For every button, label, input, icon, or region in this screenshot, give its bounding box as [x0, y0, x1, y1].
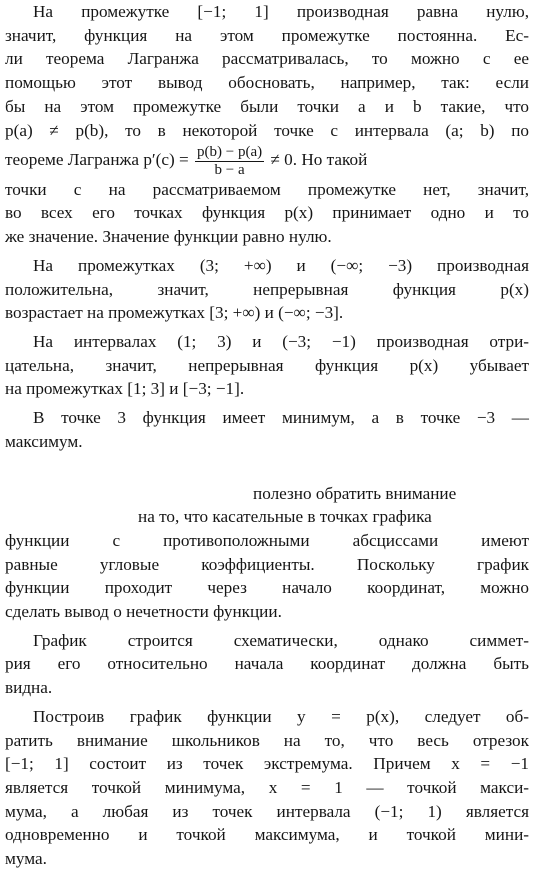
formula-prefix: теореме Лагранжа p′(c) = [5, 150, 194, 170]
text-line: возрастает на промежутках [3; +∞) и (−∞; −3]. [5, 303, 344, 323]
text-line: функции с противоположными абсциссами имеют [5, 530, 529, 550]
lagrange-fraction [195, 144, 264, 179]
text-line: положительна, значит, непрерывная функция p(x) [5, 279, 529, 299]
text-line: График строится схематически, однако симмет- [33, 630, 529, 650]
text-line: помощью этот вывод обосновать, например, так: если [5, 73, 529, 93]
text-line: В точке 3 функция имеет минимум, а в точке −3 — [33, 408, 529, 428]
text-line: на то, что касательные в точках графика [138, 507, 432, 527]
text-line: равные угловые коэффициенты. Поскольку график [5, 554, 529, 574]
page-text [5, 0, 529, 871]
text-line: видна. [5, 678, 53, 698]
text-line: мума, а любая из точек интервала (−1; 1) является [5, 801, 529, 821]
formula-suffix: ≠ 0. Но такой [266, 150, 368, 170]
fraction-denominator: b − a [214, 161, 245, 178]
text-line: цательна, значит, непрерывная функция p(x) убывает [5, 355, 529, 375]
text-line: На интервалах (1; 3) и (−3; −1) производная отри- [33, 331, 529, 351]
text-line: На промежутке [−1; 1] производная равна нулю, [33, 2, 529, 21]
paragraph-extremum-segment [5, 705, 529, 871]
text-line: сделать вывод о нечетности функции. [5, 602, 282, 622]
text-line: функции проходит через начало координат, можно [5, 578, 529, 598]
formula-line [5, 143, 529, 178]
text-line: одновременно и точкой максимума, и точкой мини- [5, 825, 529, 845]
paragraph-increasing [5, 254, 529, 325]
text-line: ратить внимание школьников на то, что весь отрезок [5, 730, 529, 750]
paragraph-extrema [5, 406, 529, 453]
paragraph-constant-on-interval [5, 0, 529, 249]
text-line: бы на этом промежутке были точки a и b такие, что [5, 96, 529, 116]
text-line: точки c на рассматриваемом промежутке нет, значит, [5, 179, 529, 199]
text-line: является точкой минимума, x = 1 — точкой макси- [5, 777, 529, 797]
text-line: Построив график функции y = p(x), следует об- [33, 706, 529, 726]
paragraph-tangents [5, 482, 529, 624]
text-line: ли теорема Лагранжа рассматривалась, то можно с ее [5, 49, 529, 69]
fraction-numerator: p(b) − p(a) [197, 143, 263, 160]
text-line: На промежутках (3; +∞) и (−∞; −3) производная [33, 255, 529, 275]
text-line: же значение. Значение функции равно нулю. [5, 227, 332, 247]
text-line: полезно обратить внимание [253, 483, 457, 503]
text-line: максимум. [5, 431, 83, 451]
text-line: во всех его точках функция p(x) принимает одно и то [5, 203, 529, 223]
paragraph-decreasing [5, 330, 529, 401]
paragraph-graph-sketch [5, 629, 529, 700]
text-line: мума. [5, 849, 47, 869]
text-line: на промежутках [1; 3] и [−3; −1]. [5, 379, 245, 399]
text-line: рия его относительно начала координат должна быть [5, 654, 529, 674]
text-line: значит, функция на этом промежутке постоянна. Ес- [5, 25, 529, 45]
text-line: [−1; 1] состоит из точек экстремума. Причем x = −1 [5, 754, 529, 774]
text-line: p(a) ≠ p(b), то в некоторой точке c интервала (a; b) по [5, 120, 529, 140]
